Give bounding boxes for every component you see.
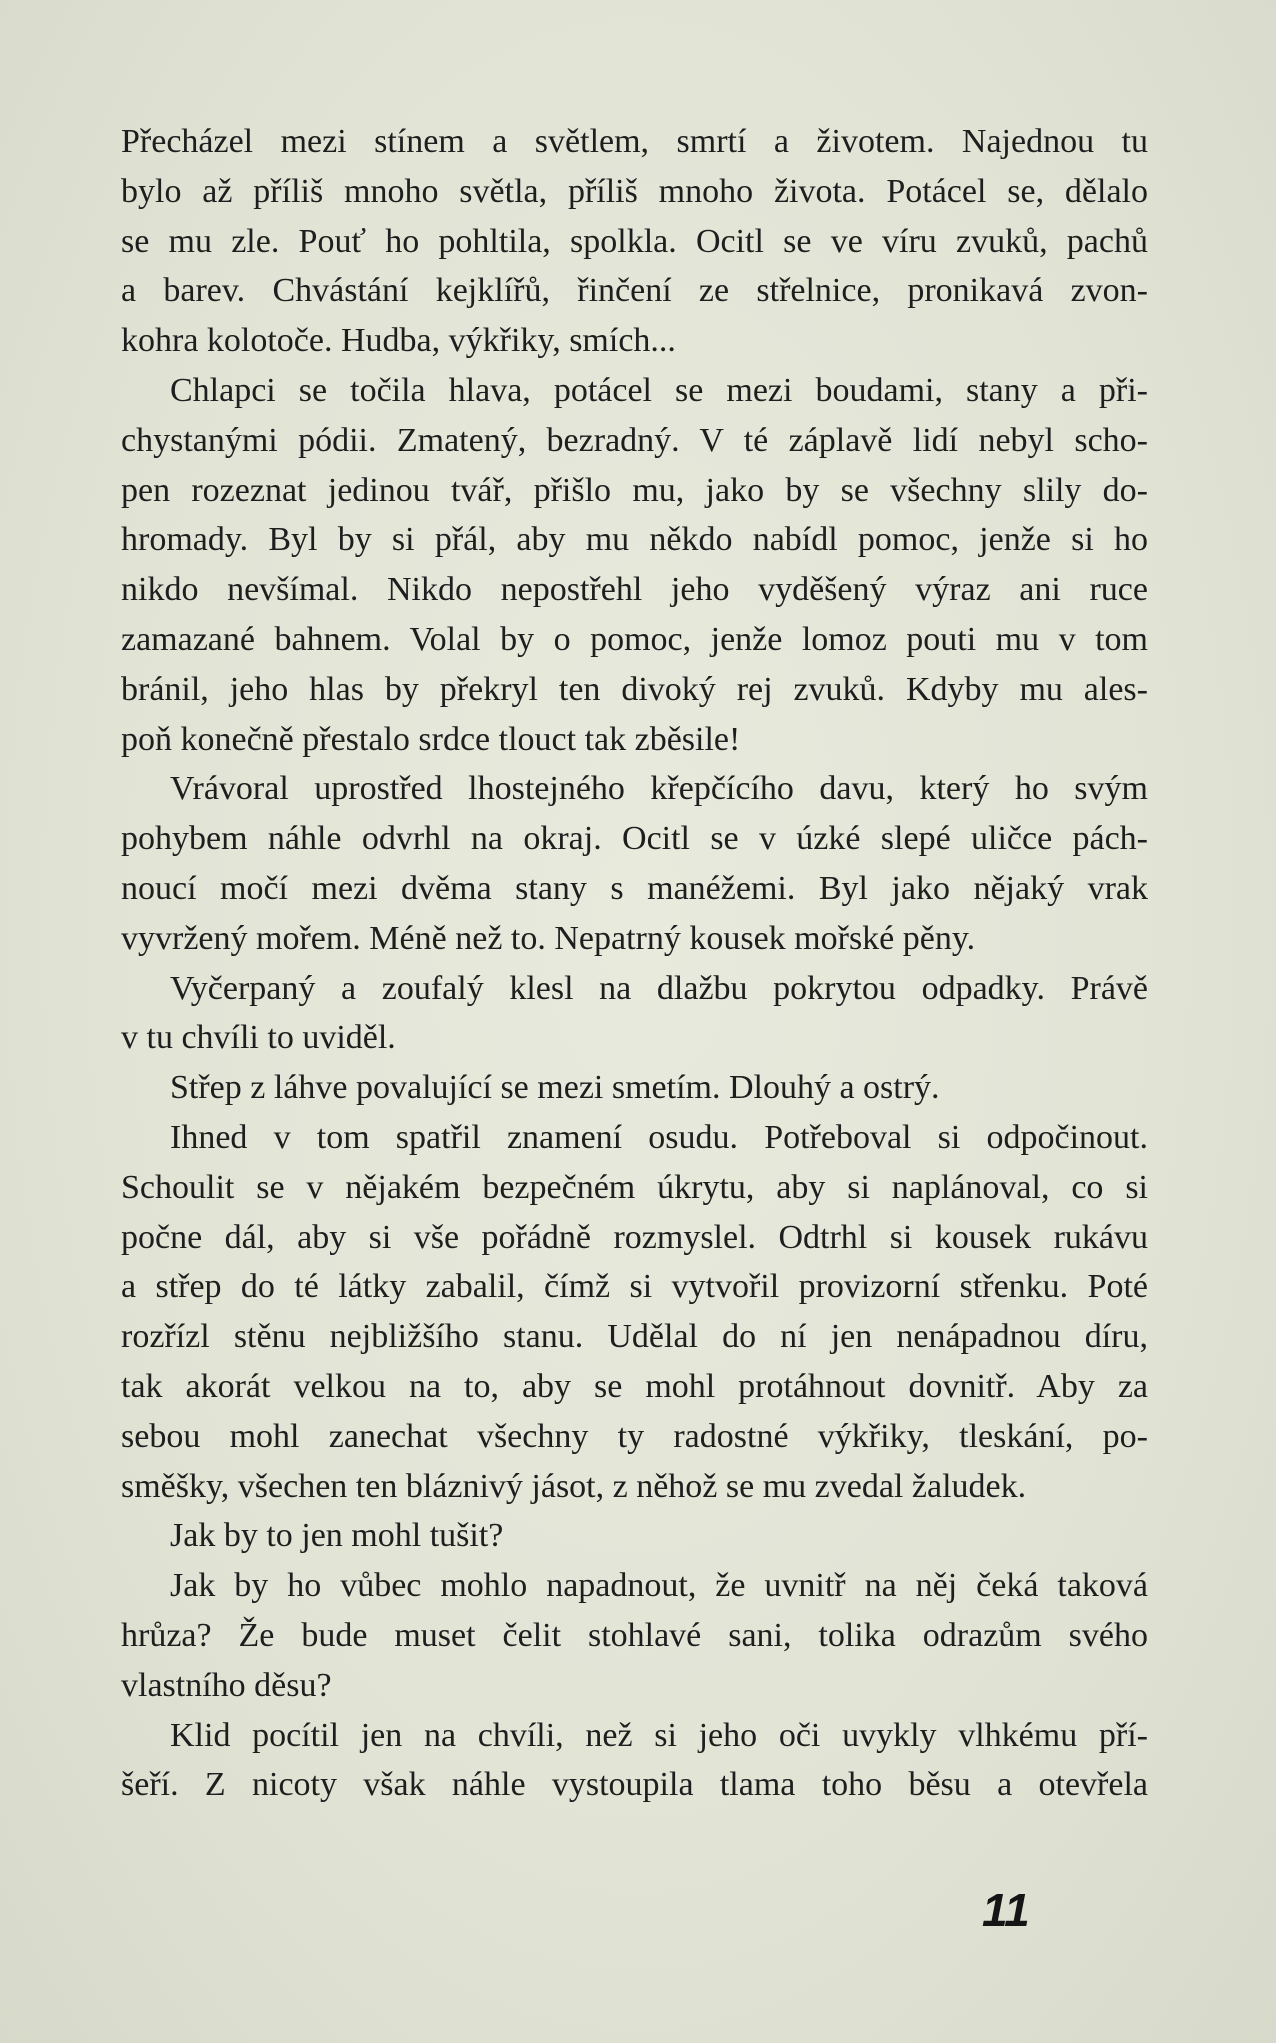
text-line: hromady. Byl by si přál, aby mu někdo nabídl pomoc, jenže si ho (121, 521, 1148, 559)
text-line: Jak by ho vůbec mohlo napadnout, že uvnitř na něj čeká taková (170, 1567, 1148, 1605)
text-line: vlastního děsu? (121, 1666, 332, 1704)
text-line: rozřízl stěnu nejbližšího stanu. Udělal do ní jen nenápadnou díru, (121, 1318, 1148, 1356)
text-line: hrůza? Že bude muset čelit stohlavé sani, tolika odrazům svého (121, 1616, 1148, 1654)
text-line: Klid pocítil jen na chvíli, než si jeho oči uvykly vlhkému pří- (170, 1716, 1148, 1754)
page-number: 11 (982, 1884, 1030, 1936)
text-line: nikdo nevšímal. Nikdo nepostřehl jeho vyděšený výraz ani ruce (121, 571, 1148, 609)
text-line: Vrávoral uprostřed lhostejného křepčícího davu, který ho svým (170, 770, 1148, 808)
text-line: chystanými pódii. Zmatený, bezradný. V té záplavě lidí nebyl scho- (121, 421, 1148, 459)
text-line: Jak by to jen mohl tušit? (170, 1517, 504, 1555)
text-line: směšky, všechen ten bláznivý jásot, z něhož se mu zvedal žaludek. (121, 1467, 1027, 1505)
text-line: a střep do té látky zabalil, čímž si vytvořil provizorní střenku. Poté (121, 1268, 1148, 1306)
text-line: v tu chvíli to uviděl. (121, 1019, 396, 1057)
text-line: pohybem náhle odvrhl na okraj. Ocitl se v úzké slepé uličce pách- (121, 820, 1148, 858)
text-line: a barev. Chvástání kejklířů, řinčení ze střelnice, pronikavá zvon- (121, 272, 1148, 310)
text-line: sebou mohl zanechat všechny ty radostné výkřiky, tleskání, po- (121, 1417, 1148, 1455)
text-line: Chlapci se točila hlava, potácel se mezi boudami, stany a při- (170, 371, 1148, 409)
text-line: zamazané bahnem. Volal by o pomoc, jenže lomoz pouti mu v tom (121, 620, 1148, 658)
text-line: kohra kolotoče. Hudba, výkřiky, smích... (121, 322, 676, 360)
text-line: se mu zle. Pouť ho pohltila, spolkla. Ocitl se ve víru zvuků, pachů (121, 222, 1148, 260)
text-line: bylo až příliš mnoho světla, příliš mnoho života. Potácel se, dělalo (121, 172, 1148, 210)
body-text (121, 117, 1148, 1810)
text-line: šeří. Z nicoty však náhle vystoupila tlama toho běsu a otevřela (121, 1766, 1148, 1804)
text-line: pen rozeznat jedinou tvář, přišlo mu, jako by se všechny slily do- (121, 471, 1148, 509)
text-line: Střep z láhve povalující se mezi smetím. Dlouhý a ostrý. (170, 1069, 940, 1107)
text-line: Přecházel mezi stínem a světlem, smrtí a životem. Najednou tu (121, 123, 1148, 160)
text-line: poň konečně přestalo srdce tlouct tak zběsile! (121, 720, 741, 758)
text-line: Vyčerpaný a zoufalý klesl na dlažbu pokrytou odpadky. Právě (170, 969, 1148, 1007)
text-line: noucí močí mezi dvěma stany s manéžemi. Byl jako nějaký vrak (121, 869, 1148, 907)
text-line: počne dál, aby si vše pořádně rozmyslel. Odtrhl si kousek rukávu (121, 1218, 1148, 1256)
text-line: bránil, jeho hlas by překryl ten divoký rej zvuků. Kdyby mu ales- (121, 670, 1148, 708)
text-line: vyvržený mořem. Méně než to. Nepatrný kousek mořské pěny. (121, 919, 976, 957)
text-line: Schoulit se v nějakém bezpečném úkrytu, aby si naplánoval, co si (121, 1168, 1148, 1206)
text-line: tak akorát velkou na to, aby se mohl protáhnout dovnitř. Aby za (121, 1367, 1148, 1405)
text-line: Ihned v tom spatřil znamení osudu. Potřeboval si odpočinout. (170, 1118, 1148, 1156)
